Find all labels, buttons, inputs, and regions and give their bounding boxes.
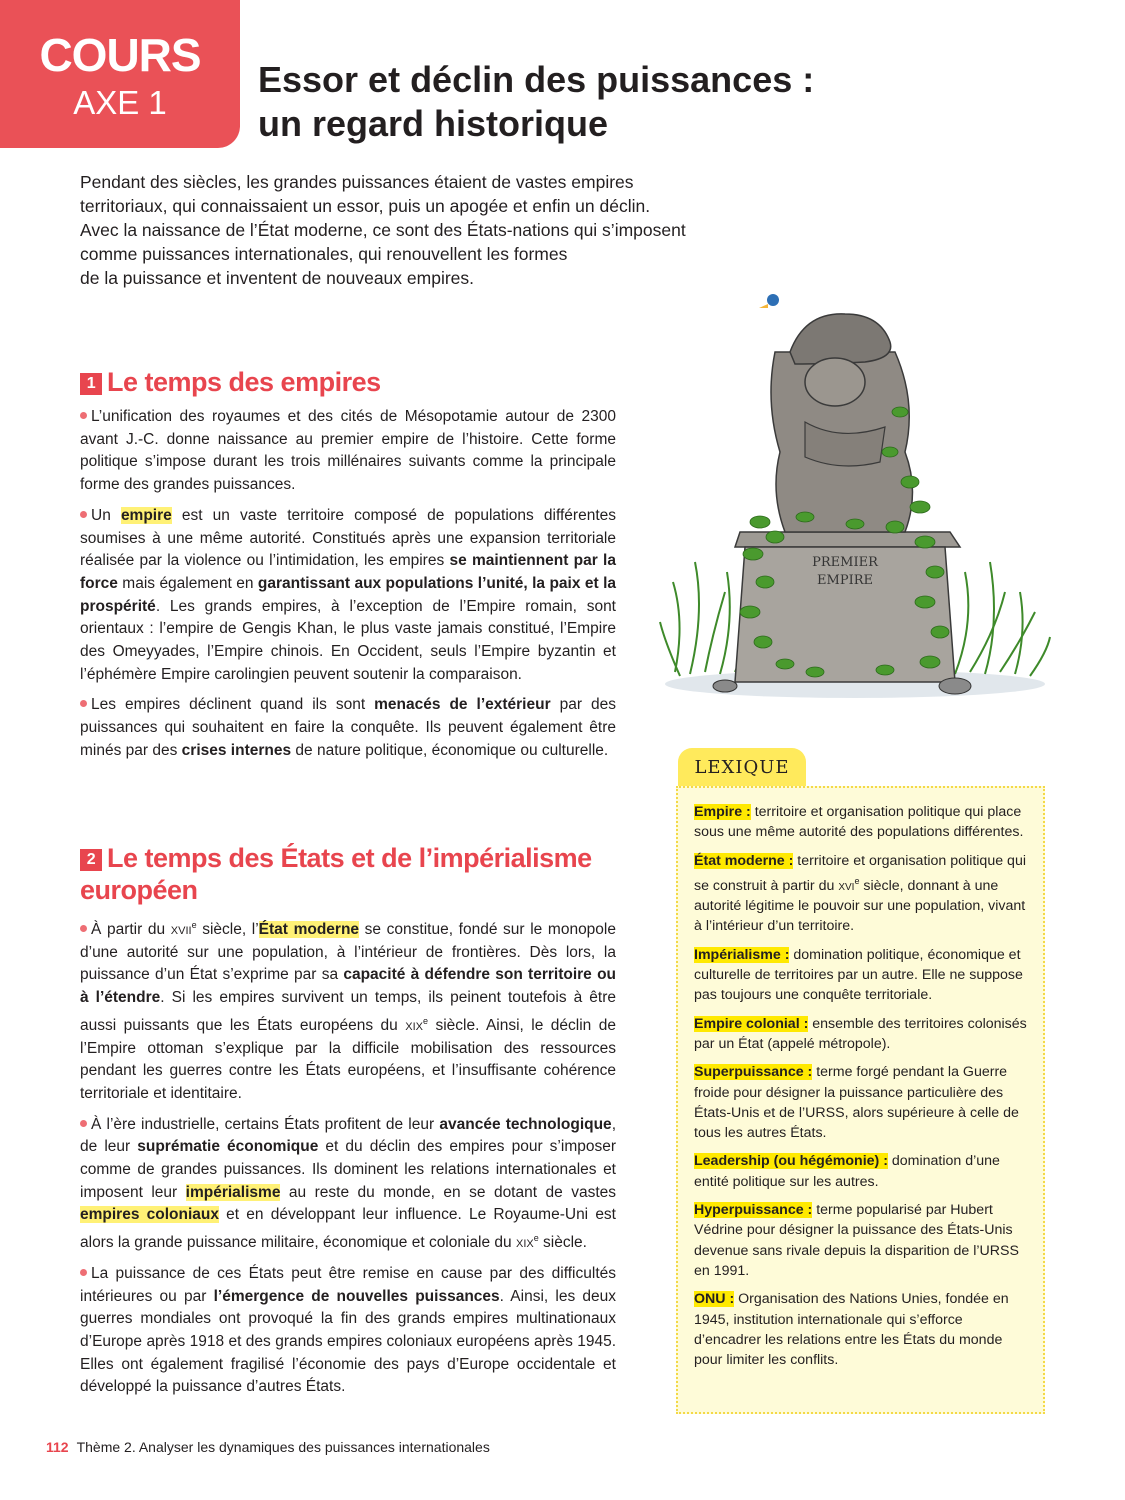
bullet-icon: [80, 1120, 87, 1127]
tag-cours: COURS: [39, 29, 201, 81]
title-line2: un regard historique: [258, 103, 609, 144]
title-line1: Essor et déclin des puissances :: [258, 59, 815, 100]
section1-paragraph-3: Les empires déclinent quand ils sont menacés de l’extérieur par des puissances qui souhaitent en faire la conquête. Ils peuvent également être minés par des crises internes de nature politique, économique ou culturelle.: [80, 696, 616, 759]
lexique-entry: Hyperpuissance : terme popularisé par Hubert Védrine pour désigner la puissance des États-Unis devenue sans rivale depuis la disparition de l’URSS en 1991.: [694, 1202, 1019, 1279]
section2-title-line2: européen: [80, 875, 198, 905]
bullet-icon: [80, 925, 87, 932]
section2-body: [80, 914, 616, 1407]
intro-line: territoriaux, qui connaissaient un essor, puis un apogée et enfin un déclin.: [80, 196, 651, 216]
bullet-icon: [80, 1269, 87, 1276]
statue-illustration: [655, 292, 1055, 704]
highlight-empires-coloniaux: empires coloniaux: [80, 1206, 219, 1224]
lexique-entry: Empire colonial : ensemble des territoires colonisés par un État (appelé métropole).: [694, 1015, 1027, 1052]
cours-axe-tag: [0, 0, 240, 148]
bullet-icon: [80, 412, 87, 419]
intro-line: de la puissance et inventent de nouveaux empires.: [80, 268, 475, 288]
intro-line: Avec la naissance de l’État moderne, ce sont des États-nations qui s’imposent: [80, 220, 686, 240]
lexique-box: [676, 786, 1045, 1414]
lexique-entry: Leadership (ou hégémonie) : domination d’une entité politique sur les autres.: [694, 1153, 1000, 1190]
bullet-icon: [80, 511, 87, 518]
plaque-line2: EMPIRE: [817, 573, 873, 588]
section1-body: [80, 406, 616, 771]
section2-heading: [80, 842, 592, 906]
section1-heading: [80, 366, 381, 398]
intro-line: Pendant des siècles, les grandes puissances étaient de vastes empires: [80, 172, 634, 192]
intro-line: comme puissances internationales, qui renouvellent les formes: [80, 244, 568, 264]
lexique-entry: Empire : territoire et organisation politique qui place sous une même autorité des populations différentes.: [694, 804, 1024, 841]
page-number: 112: [46, 1439, 69, 1455]
section1-paragraph-1: L’unification des royaumes et des cités de Mésopotamie autour de 2300 avant J.-C. donne naissance au premier empire de l’histoire. Cette forme politique s’impose durant les trois millénaires suivants comme la principale forme des grandes puissances.: [80, 408, 616, 494]
lexique-entry: Superpuissance : terme forgé pendant la Guerre froide pour désigner la puissance particulière des États-Unis et de l’URSS, alors supérieure à celle de tous les autres États.: [694, 1064, 1019, 1142]
intro-paragraph: [80, 170, 760, 290]
footer-theme: Thème 2. Analyser les dynamiques des puissances internationales: [76, 1439, 490, 1455]
section1-title: Le temps des empires: [107, 367, 381, 397]
bullet-icon: [80, 700, 87, 707]
plaque-line1: PREMIER: [812, 555, 878, 570]
section1-number: 1: [80, 373, 102, 395]
section2-paragraph-3: La puissance de ces États peut être remise en cause par des difficultés intérieures ou par l’émergence de nouvelles puissances. Ainsi, les deux guerres mondiales ont provoqué la fin des grands empires multinationaux d’Europe après 1918 et des grands empires coloniaux européens après 1945. Elles ont également fragilisé l’économie des pays d’Europe occidentale et développé la puissance d’autres États.: [80, 1264, 617, 1396]
section2-title-line1: Le temps des États et de l’impérialisme: [107, 843, 592, 873]
section2-number: 2: [80, 849, 102, 871]
page-title: [258, 58, 978, 146]
lexique-entry: État moderne : territoire et organisation politique qui se construit à partir du xvi$^e$ siècle, donnant à une autorité légitime le pouvoir sur une population, vivant à l’intérieur d’un territoire.: [694, 852, 1026, 935]
highlight-empire: empire: [120, 506, 172, 524]
lexique-entry: Impérialisme : domination politique, économique et culturelle de territoires par un autre. Elle ne suppose pas toujours une conquête territoriale.: [694, 946, 1023, 1004]
highlight-etat-moderne: État moderne: [258, 921, 360, 938]
section2-paragraph-2: À l’ère industrielle, certains États profitent de leur avancée technologique, de leur suprématie économique et du déclin des empires pour s’imposer comme de grandes puissances. Ils dominent les relations internationales et imposent leur impérialisme au reste du monde, en se dotant de vastes empires coloniaux et en développant leur influence. Le Royaume-Uni est alors la grande puissance militaire, économique et coloniale du xix$^e$ siècle.: [80, 1115, 617, 1252]
section1-paragraph-2: Un empire est un vaste territoire composé de populations différentes soumises à une même autorité. Constitués après une expansion territoriale réalisée par la violence ou l’intimidation, les empires se maintiennent par la force mais également en garantissant aux populations l’unité, la paix et la prospérité. Les grands empires, à l’exception de l’Empire romain, sont orientaux : l’empire de Gengis Khan, le plus vaste jamais constitué, l’Empire des Omeyyades, l’Empire chinois. En Occident, seuls l’Empire byzantin et l’éphémère Empire carolingien peuvent soutenir la comparaison.: [80, 506, 617, 683]
page-footer: [46, 1439, 490, 1455]
section2-paragraph-1: À partir du xvii$^e$ siècle, l’État moderne se constitue, fondé sur le monopole d’une autorité sur une population, à l’intérieur de frontières. Dès lors, la puissance d’un État s’exprime par sa capacité à défendre son territoire ou à l’étendre. Si les empires survivent un temps, ils peinent toutefois à être aussi puissants que les États européens du xix$^e$ siècle. Ainsi, le déclin de l’Empire ottoman s’explique par la difficile mobilisation des ressources pendant les guerres contre les États européens, et l’insuffisante cohérence territoriale et identitaire.: [80, 920, 617, 1102]
lexique-title: LEXIQUE: [678, 748, 806, 788]
highlight-imperialisme: impérialisme: [185, 1183, 281, 1201]
lexique-entry: ONU : Organisation des Nations Unies, fondée en 1945, institution internationale qui s’efforce d’encadrer les relations entre les États du monde pour limiter les conflits.: [694, 1291, 1009, 1369]
tag-axe: AXE 1: [73, 84, 167, 121]
